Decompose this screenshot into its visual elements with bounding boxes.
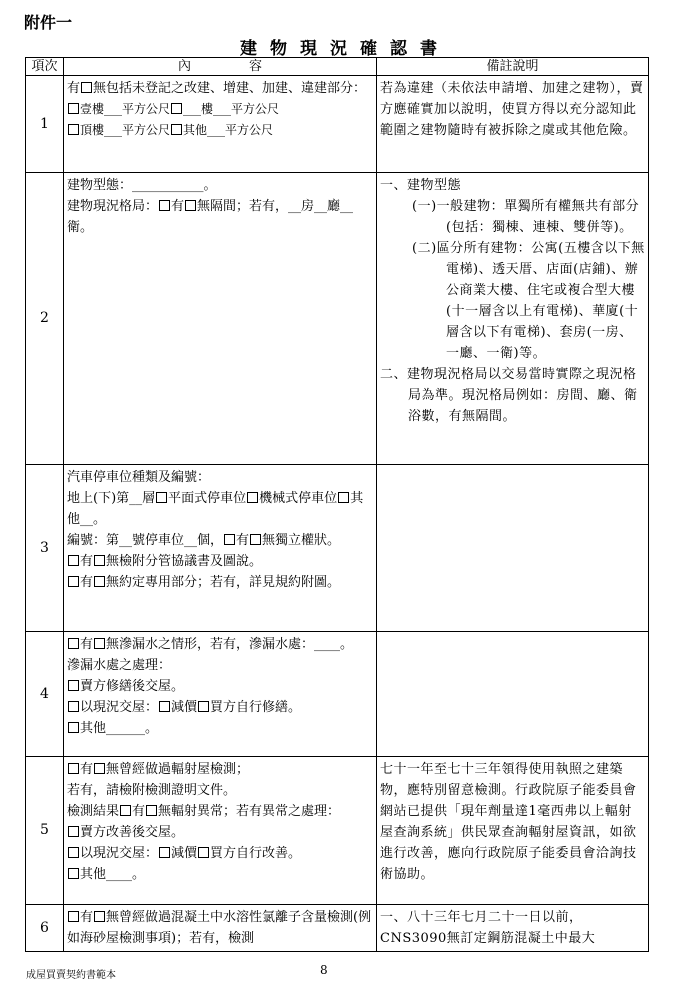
table-row [26,905,649,952]
checkbox[interactable] [198,847,209,858]
content-line: 滲漏水處之處理： [67,658,172,673]
checkbox[interactable] [250,534,261,545]
checkbox[interactable] [198,701,209,712]
checkbox[interactable] [146,805,157,816]
table-row [26,632,649,757]
remark-line: 七十一年至七十三年領得使用執照之建築物，應特別留意檢測。行政院原子能委員會網站已提供「現年劑量達1毫西弗以上輻射屋查詢系統」供民眾查詢輻射屋資訊，如欲進行改善，應向行政院原子能委員會洽詢技術協助。 [380,762,637,882]
content-line: 以現況交屋： 減價 買方自行改善。 [67,843,373,864]
checkbox[interactable] [68,763,79,774]
checkbox[interactable] [159,200,170,211]
table-header-row [26,58,649,76]
item-number: 6 [26,905,64,952]
checkbox[interactable] [159,701,170,712]
content-line: 其他______。 [67,718,373,739]
content-line: 壹樓___平方公尺 ___樓___平方公尺 [67,99,373,120]
checkbox[interactable] [81,82,92,93]
checkbox[interactable] [68,847,79,858]
checkbox[interactable] [94,638,105,649]
table-row [26,757,649,905]
checkbox[interactable] [68,911,79,922]
content-line: 建物現況格局： 有 無隔間；若有，__房__廳__衛。 [67,199,354,235]
item-remarks [377,905,649,952]
remark-line: (一)一般建物：單獨所有權無共有部分(包括：獨棟、連棟、雙併等)。 [412,199,640,235]
content-line: 頂樓___平方公尺 其他___平方公尺 [67,120,373,141]
checkbox[interactable] [94,911,105,922]
item-content [64,173,377,465]
checkbox[interactable] [68,701,79,712]
checkbox[interactable] [171,124,182,135]
page-number: 8 [320,963,328,977]
content-line: 有 無約定專用部分；若有，詳見規約附圖。 [67,572,373,593]
content-line: 有 無檢附分管協議書及圖說。 [67,551,373,572]
content-line: 汽車停車位種類及編號： [67,470,211,485]
confirmation-table [25,57,649,952]
item-number: 4 [26,632,64,757]
checkbox[interactable] [68,722,79,733]
content-line: 若有，請檢附檢測證明文件。 [67,783,237,798]
item-remarks [377,465,649,632]
item-content [64,76,377,173]
checkbox[interactable] [120,805,131,816]
item-content [64,757,377,905]
remark-line: 一、建物型態 [380,178,462,193]
item-number: 5 [26,757,64,905]
content-line: 編號：第__號停車位__個， 有 無獨立權狀。 [67,533,341,548]
content-line: 有 無包括未登記之改建、增建、加建、違建部分： [67,81,367,96]
footer-document-name: 成屋買賣契約書範本 [26,970,116,981]
item-remarks [377,632,649,757]
content-line: 賣方修繕後交屋。 [67,676,373,697]
item-number: 3 [26,465,64,632]
content-line: 賣方改善後交屋。 [67,822,373,843]
checkbox[interactable] [185,200,196,211]
remark-line: 若為違建（未依法申請增、加建之建物），賣方應確實加以說明，使買方得以充分認知此範圍之建物隨時有被拆除之虞或其他危險。 [380,81,644,138]
checkbox[interactable] [68,555,79,566]
checkbox[interactable] [68,638,79,649]
header-remarks: 備註說明 [377,58,649,76]
item-content [64,905,377,952]
checkbox[interactable] [68,680,79,691]
checkbox[interactable] [68,124,79,135]
content-line: 有 無曾經做過輻射屋檢測； [67,759,373,780]
content-line: 建物型態：___________。 [67,178,217,193]
checkbox[interactable] [247,492,258,503]
remark-line: 一、八十三年七月二十一日以前，CNS3090無訂定鋼筋混凝土中最大 [380,910,596,946]
checkbox[interactable] [68,868,79,879]
header-item-number: 項次 [26,58,64,76]
checkbox[interactable] [94,763,105,774]
content-line: 其他____。 [67,864,373,885]
item-remarks [377,173,649,465]
checkbox[interactable] [94,576,105,587]
table-row [26,76,649,173]
checkbox[interactable] [94,555,105,566]
header-content: 內容 [64,58,377,76]
checkbox[interactable] [159,847,170,858]
checkbox[interactable] [68,103,79,114]
table-row [26,173,649,465]
checkbox[interactable] [171,103,182,114]
item-number: 2 [26,173,64,465]
checkbox[interactable] [224,534,235,545]
content-line: 有 無滲漏水之情形，若有，滲漏水處：____。 [67,634,373,655]
item-remarks [377,76,649,173]
checkbox[interactable] [68,826,79,837]
content-line: 有 無曾經做過混凝土中水溶性氯離子含量檢測(例如海砂屋檢測事項)；若有，檢測 [67,910,372,946]
content-line: 以現況交屋： 減價 買方自行修繕。 [67,697,373,718]
document-title: 建物現況確認書 [240,39,450,59]
table-body [26,76,649,952]
checkbox[interactable] [68,576,79,587]
table-row [26,465,649,632]
appendix-label: 附件一 [24,13,73,32]
content-line: 地上(下)第__層 平面式停車位 機械式停車位 其他__。 [67,491,364,527]
item-content [64,632,377,757]
item-content [64,465,377,632]
remark-line: 二、建物現況格局以交易當時實際之現況格局為準。現況格局例如：房間、廳、衛浴數，有無隔間。 [380,367,638,424]
remark-line: (二)區分所有建物：公寓(五樓含以下無電梯)、透天厝、店面(店鋪)、辦公商業大樓、住宅或複合型大樓(十一層含以上有電梯)、華廈(十層含以下有電梯)、套房(一房、一廳、一衛)等。 [412,241,645,361]
checkbox[interactable] [338,492,349,503]
item-remarks [377,757,649,905]
content-line: 檢測結果 有 無輻射異常；若有異常之處理： [67,804,341,819]
checkbox[interactable] [156,492,167,503]
item-number: 1 [26,76,64,173]
